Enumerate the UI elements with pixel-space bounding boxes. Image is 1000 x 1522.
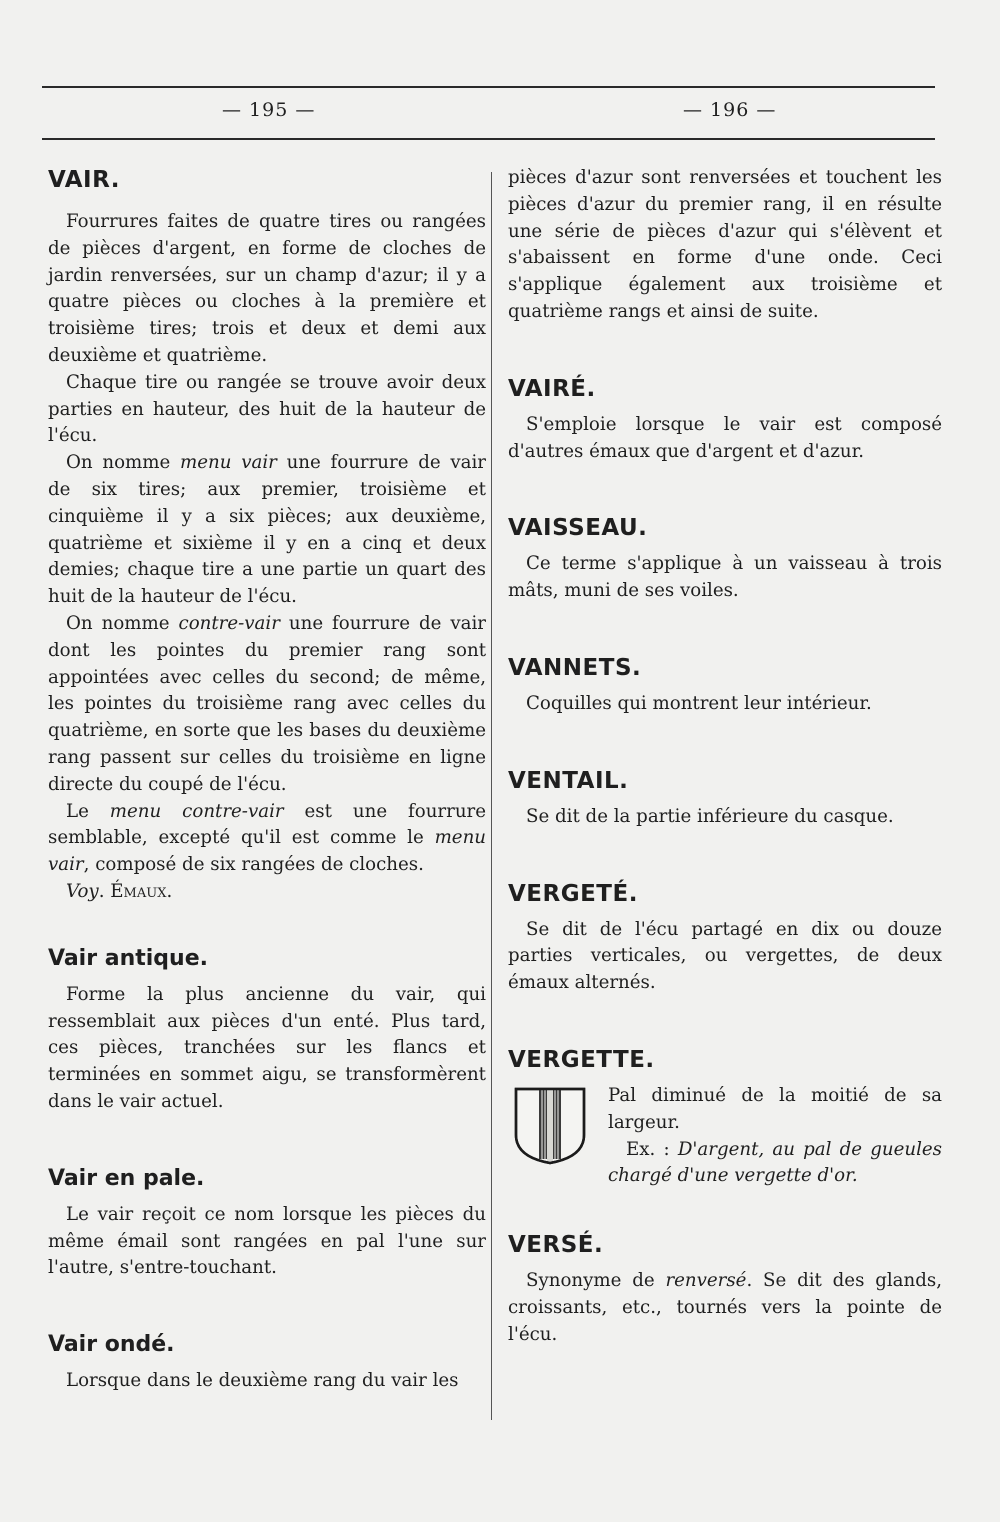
page-number-right: — 196 —	[683, 99, 777, 121]
vaire-paragraph: S'emploie lorsque le vair est composé d'autres émaux que d'argent et d'azur.	[508, 413, 942, 462]
entry-title-vaire: VAIRÉ.	[508, 375, 596, 402]
column-divider	[491, 172, 492, 1420]
header-bottom-rule	[42, 138, 935, 140]
entry-title-vannets: VANNETS.	[508, 654, 642, 681]
page-number-left: — 195 —	[222, 99, 316, 121]
entry-title-vaisseau: VAISSEAU.	[508, 515, 648, 542]
shield-icon	[512, 1085, 590, 1165]
vergete-paragraph: Se dit de l'écu partagé en dix ou douze parties verticales, ou vergettes, de deux émaux alternés.	[508, 918, 942, 994]
vair-onde-continuation: pièces d'azur sont renversées et touchent les pièces d'azur du premier rang, il en résulte une série de pièces d'azur qui s'élèvent et s'abaissent en forme d'une onde. Ceci s'applique également aux troisième et quatrième rangs et ainsi de suite.	[508, 167, 942, 322]
ventail-paragraph: Se dit de la partie inférieure du casque.	[526, 805, 894, 827]
entry-title-ventail: VENTAIL.	[508, 767, 629, 794]
vair-paragraph-5: Le menu contre-vair est une fourrure semblable, excepté qu'il est comme le menu vair, composé de six rangées de cloches.	[48, 800, 486, 876]
vaisseau-paragraph: Ce terme s'applique à un vaisseau à trois mâts, muni de ses voiles.	[508, 553, 942, 602]
entry-title-vair-antique: Vair antique.	[48, 945, 208, 971]
vair-paragraph-2: Chaque tire ou rangée se trouve avoir deux parties en hauteur, des huit de la hauteur de l'écu.	[48, 371, 486, 447]
vair-paragraph-1: Fourrures faites de quatre tires ou rangées de pièces d'argent, en forme de cloches de jardin renversées, sur un champ d'azur; il y a quatre pièces ou cloches à la première et troisième tires; trois et deux et demi aux deuxième et quatrième.	[48, 211, 486, 366]
vair-paragraph-3: On nomme menu vair une fourrure de vair de six tires; aux premier, troisième et cinquième il y a six pièces; aux deuxième, quatrième et sixième il y en a cinq et deux demies; chaque tire a une partie un quart des huit de la hauteur de l'écu.	[48, 452, 486, 608]
entry-title-vair: VAIR.	[48, 167, 120, 193]
entry-title-vergette: VERGETTE.	[508, 1046, 655, 1073]
verse-paragraph: Synonyme de renversé. Se dit des glands, croissants, etc., tournés vers la pointe de l'écu.	[508, 1270, 942, 1345]
vergette-entry	[508, 1083, 942, 1190]
entry-title-vergete: VERGETÉ.	[508, 880, 638, 907]
vair-onde-paragraph: Lorsque dans le deuxième rang du vair les	[66, 1370, 459, 1392]
vergette-example: Ex. : D'argent, au pal de gueules chargé d'une vergette d'or.	[608, 1138, 942, 1187]
top-rule	[42, 86, 935, 88]
vannets-paragraph: Coquilles qui montrent leur intérieur.	[526, 692, 872, 714]
vair-antique-paragraph: Forme la plus ancienne du vair, qui ressemblait aux pièces d'un enté. Plus tard, ces pièces, tranchées sur les flancs et terminées en sommet aigu, se transformèrent dans le vair actuel.	[48, 983, 486, 1112]
vair-paragraph-4: On nomme contre-vair une fourrure de vair dont les pointes du premier rang sont appointées avec celles du second; de même, les pointes du troisième rang avec celles du quatrième, en sorte que les bases du deuxième rang passent sur celles du troisième en ligne directe du coupé de l'écu.	[48, 612, 487, 795]
vair-en-pale-paragraph: Le vair reçoit ce nom lorsque les pièces du même émail sont rangées en pal l'une sur l'autre, s'entre-touchant.	[48, 1203, 486, 1279]
left-column	[48, 165, 486, 1395]
vair-cross-reference: Voy. Émaux.	[66, 880, 173, 902]
right-column	[508, 165, 942, 1349]
entry-title-verse: VERSÉ.	[508, 1232, 604, 1259]
entry-title-vair-onde: Vair ondé.	[48, 1332, 175, 1358]
vergette-paragraph: Pal diminué de la moitié de sa largeur.	[608, 1084, 942, 1133]
entry-title-vair-en-pale: Vair en pale.	[48, 1165, 205, 1191]
